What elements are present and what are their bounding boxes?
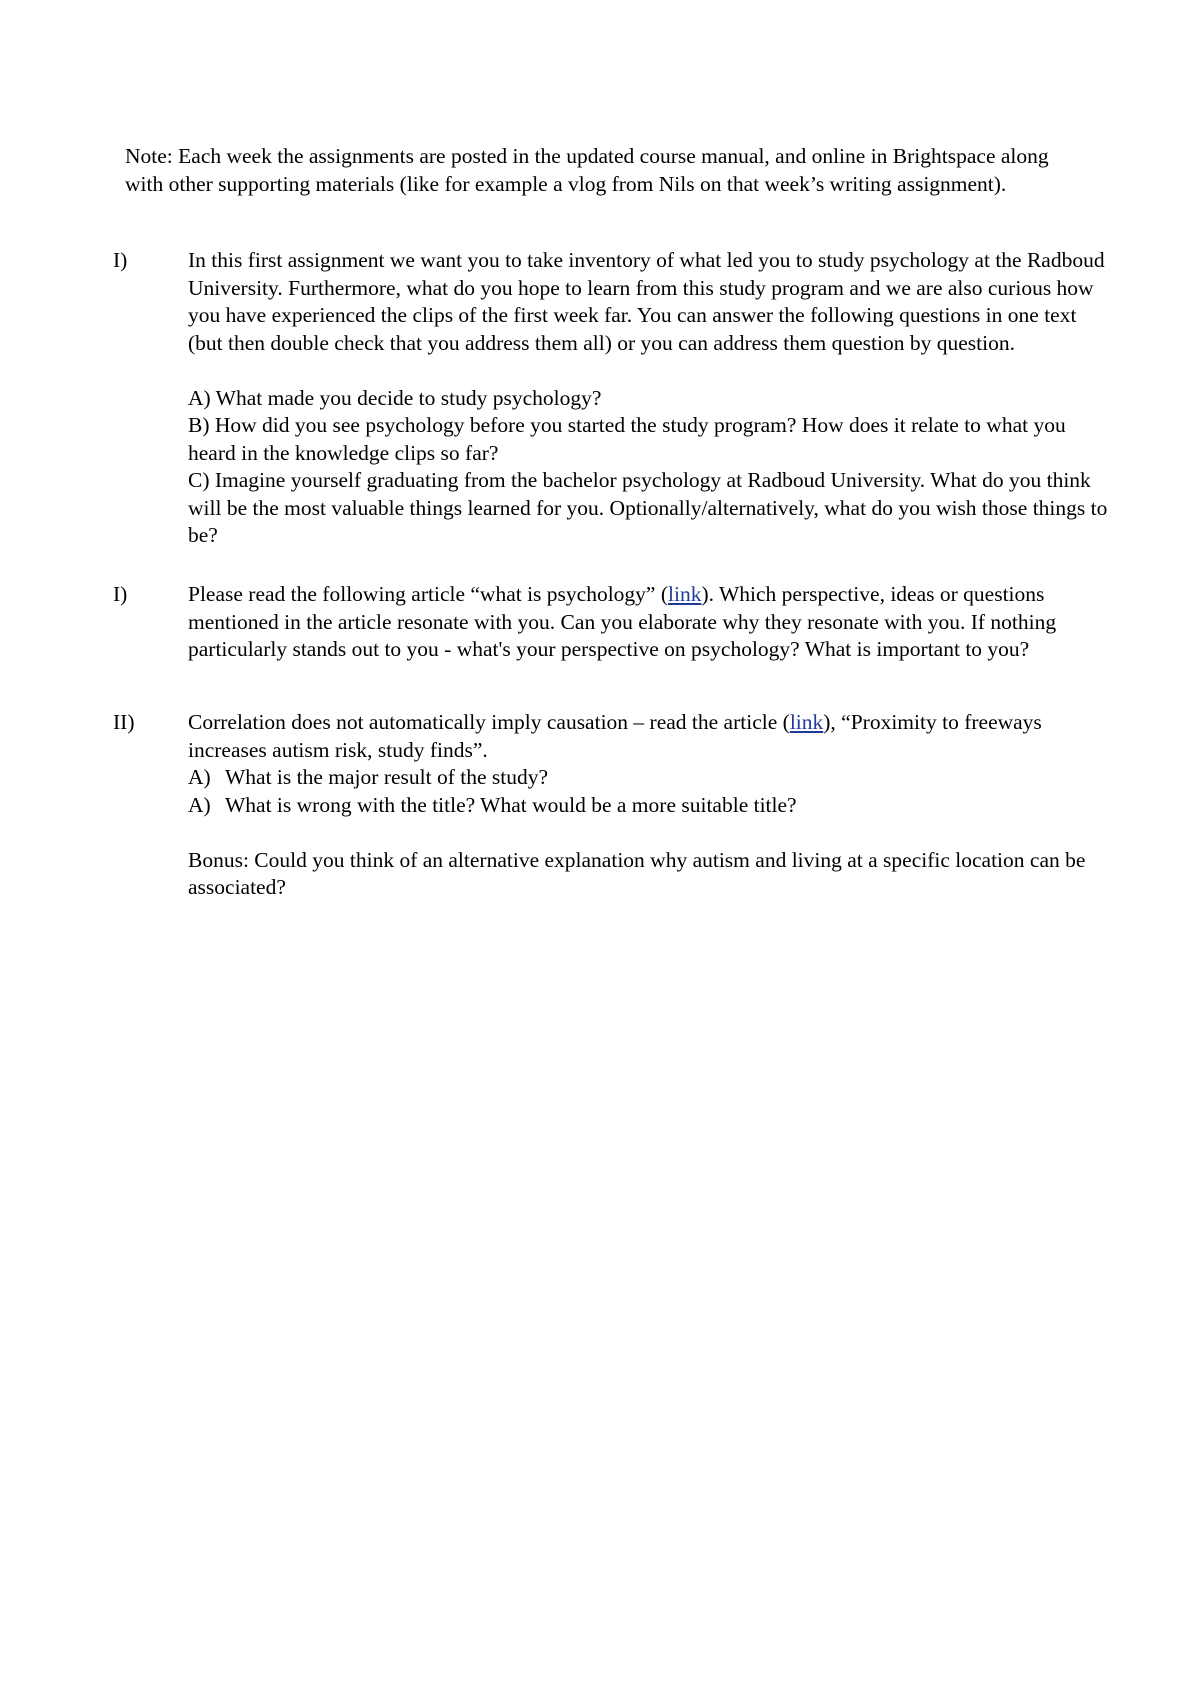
sub-question-letter: A) xyxy=(188,792,211,817)
item-body xyxy=(188,709,1108,902)
item-text-after: ). Which perspective, ideas or questions mentioned in the article resonate with you. Can you elaborate why they resonate with you. If nothing particularly stands out to you - what's your perspective on psychology? What is important to you? xyxy=(188,582,1057,661)
question-a: A) What made you decide to study psychology? xyxy=(188,385,602,410)
item-text-after: ), “Proximity to freeways increases autism risk, study finds”. xyxy=(188,710,1042,762)
question-b: B) How did you see psychology before you started the study program? How does it relate to what you heard in the knowledge clips so far? xyxy=(188,413,1066,465)
item-text xyxy=(188,581,1108,664)
item-body xyxy=(188,247,1108,550)
item-text xyxy=(188,709,1108,764)
sub-question xyxy=(188,764,1108,792)
sub-question-text: What is the major result of the study? xyxy=(225,765,549,789)
item-text-before: Correlation does not automatically imply causation – read the article ( xyxy=(188,710,790,734)
item-text-before: Please read the following article “what is psychology” ( xyxy=(188,582,669,606)
item-number: I) xyxy=(113,248,128,272)
article-link[interactable]: link xyxy=(668,582,702,606)
course-note: Note: Each week the assignments are posted in the updated course manual, and online in Brightspace along with other supporting materials (like for example a vlog from Nils on that week’s writing assignment). xyxy=(125,144,1049,196)
article-link[interactable]: link xyxy=(789,710,824,734)
item-body xyxy=(188,581,1108,664)
bonus-question: Bonus: Could you think of an alternative explanation why autism and living at a specific location can be associated? xyxy=(188,847,1086,899)
sub-question-text: What is wrong with the title? What would be a more suitable title? xyxy=(225,792,797,817)
sub-question xyxy=(188,792,1108,820)
question-c: C) Imagine yourself graduating from the bachelor psychology at Radboud University. What do you think will be the most valuable things learned for you. Optionally/alternatively, what do you wish those things to be? xyxy=(188,468,1108,547)
item-intro: In this first assignment we want you to take inventory of what led you to study psychology at the Radboud University. Furthermore, what do you hope to learn from this study program and we are also curious how you have experienced the clips of the first week far. You can answer the following questions in one text (but then double check that you address them all) or you can address them question by question. xyxy=(188,248,1105,355)
item-number: II) xyxy=(113,710,135,734)
item-number: I) xyxy=(113,582,128,606)
sub-question-letter: A) xyxy=(188,765,211,789)
